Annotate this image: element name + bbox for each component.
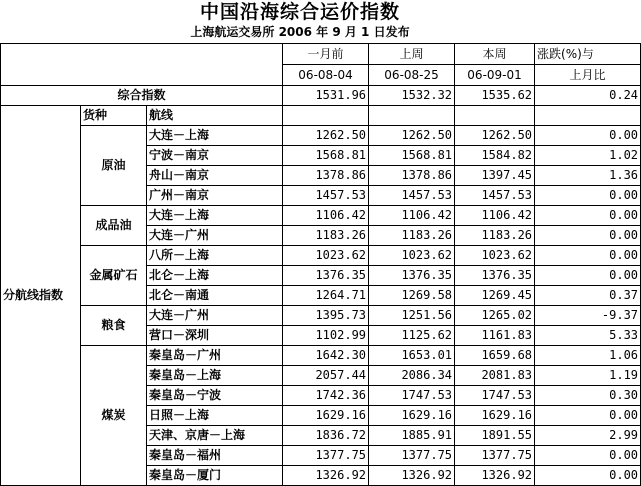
route-name: 秦皇岛－福州 — [147, 446, 283, 466]
index-value: 1568.81 — [369, 146, 455, 166]
change-percent: 0.00 — [535, 226, 641, 246]
index-value: 1836.72 — [283, 426, 369, 446]
index-value: 1642.30 — [283, 346, 369, 366]
index-value: 1251.56 — [369, 306, 455, 326]
change-percent: 0.30 — [535, 386, 641, 406]
index-value: 1397.45 — [455, 166, 535, 186]
subheader-row — [1, 106, 641, 126]
page-subtitle: 上海航运交易所 2006 年 9 月 1 日发布 — [190, 25, 410, 39]
index-value: 1183.26 — [283, 226, 369, 246]
index-value: 1629.16 — [283, 406, 369, 426]
route-name: 大连－上海 — [147, 126, 283, 146]
index-value: 1742.36 — [283, 386, 369, 406]
change-percent: 0.00 — [535, 266, 641, 286]
table-body — [1, 44, 641, 486]
route-name: 营口－深圳 — [147, 326, 283, 346]
freight-index-table — [0, 43, 641, 486]
index-value: 1395.73 — [283, 306, 369, 326]
route-name: 秦皇岛－厦门 — [147, 466, 283, 486]
index-value: 1376.35 — [283, 266, 369, 286]
route-name: 大连－上海 — [147, 206, 283, 226]
index-value: 1326.92 — [369, 466, 455, 486]
index-value: 1457.53 — [455, 186, 535, 206]
index-value: 1584.82 — [455, 146, 535, 166]
index-value: 1377.75 — [369, 446, 455, 466]
index-value: 1377.75 — [455, 446, 535, 466]
composite-label: 综合指数 — [1, 86, 283, 106]
index-value: 1262.50 — [369, 126, 455, 146]
change-percent: 0.00 — [535, 446, 641, 466]
change-percent: 0.00 — [535, 206, 641, 226]
change-percent: 2.99 — [535, 426, 641, 446]
header-row-1 — [1, 44, 641, 65]
change-percent: 0.00 — [535, 186, 641, 206]
change-percent: 5.33 — [535, 326, 641, 346]
route-name: 舟山－南京 — [147, 166, 283, 186]
header-change: 涨跌(%)与 — [535, 44, 641, 65]
index-value: 1023.62 — [455, 246, 535, 266]
change-percent: 0.00 — [535, 126, 641, 146]
route-name: 北仑－上海 — [147, 266, 283, 286]
change-percent: -9.37 — [535, 306, 641, 326]
index-value: 1885.91 — [369, 426, 455, 446]
change-percent: 0.00 — [535, 406, 641, 426]
index-value: 1023.62 — [369, 246, 455, 266]
index-value: 1262.50 — [455, 126, 535, 146]
header-month-ago-date: 06-08-04 — [283, 65, 369, 86]
empty-cell — [535, 106, 641, 126]
index-value: 1629.16 — [455, 406, 535, 426]
index-value: 1265.02 — [455, 306, 535, 326]
index-value: 1457.53 — [283, 186, 369, 206]
composite-value: 1532.32 — [369, 86, 455, 106]
index-value: 1378.86 — [369, 166, 455, 186]
route-name: 秦皇岛－广州 — [147, 346, 283, 366]
header-this-week: 本周 — [455, 44, 535, 65]
cargo-type-label: 粮食 — [81, 306, 147, 346]
index-value: 1023.62 — [283, 246, 369, 266]
header-change-basis: 上月比 — [535, 65, 641, 86]
index-value: 1269.58 — [369, 286, 455, 306]
change-percent: 1.06 — [535, 346, 641, 366]
table-row — [1, 306, 641, 326]
header-last-week-date: 06-08-25 — [369, 65, 455, 86]
index-value: 1653.01 — [369, 346, 455, 366]
index-value: 1125.62 — [369, 326, 455, 346]
cargo-type-label: 煤炭 — [81, 346, 147, 486]
index-value: 1659.68 — [455, 346, 535, 366]
header-month-ago: 一月前 — [283, 44, 369, 65]
route-name: 大连－广州 — [147, 306, 283, 326]
index-value: 1891.55 — [455, 426, 535, 446]
header-blank-cell — [1, 44, 283, 86]
index-value: 1747.53 — [369, 386, 455, 406]
index-value: 1106.42 — [455, 206, 535, 226]
empty-cell — [369, 106, 455, 126]
index-value: 1377.75 — [283, 446, 369, 466]
index-value: 1183.26 — [369, 226, 455, 246]
route-name: 广州－南京 — [147, 186, 283, 206]
index-value: 1376.35 — [369, 266, 455, 286]
index-value: 1262.50 — [283, 126, 369, 146]
index-value: 1269.45 — [455, 286, 535, 306]
index-value: 1378.86 — [283, 166, 369, 186]
cargo-column-header: 货种 — [81, 106, 147, 126]
change-percent: 0.00 — [535, 466, 641, 486]
index-value: 1568.81 — [283, 146, 369, 166]
index-value: 1161.83 — [455, 326, 535, 346]
index-value: 1106.42 — [283, 206, 369, 226]
composite-change: 0.24 — [535, 86, 641, 106]
cargo-type-label: 成品油 — [81, 206, 147, 246]
route-name: 秦皇岛－宁波 — [147, 386, 283, 406]
change-percent: 1.19 — [535, 366, 641, 386]
index-value: 1106.42 — [369, 206, 455, 226]
index-value: 2081.83 — [455, 366, 535, 386]
change-percent: 1.02 — [535, 146, 641, 166]
route-name: 宁波－南京 — [147, 146, 283, 166]
index-value: 1376.35 — [455, 266, 535, 286]
composite-row — [1, 86, 641, 106]
route-name: 日照－上海 — [147, 406, 283, 426]
index-value: 1457.53 — [369, 186, 455, 206]
change-percent: 1.36 — [535, 166, 641, 186]
index-value: 1747.53 — [455, 386, 535, 406]
table-row — [1, 346, 641, 366]
composite-value: 1531.96 — [283, 86, 369, 106]
route-name: 秦皇岛－上海 — [147, 366, 283, 386]
index-value: 1102.99 — [283, 326, 369, 346]
index-value: 1629.16 — [369, 406, 455, 426]
composite-value: 1535.62 — [455, 86, 535, 106]
empty-cell — [455, 106, 535, 126]
change-percent: 0.00 — [535, 246, 641, 266]
table-row — [1, 206, 641, 226]
route-name: 八所－上海 — [147, 246, 283, 266]
header-this-week-date: 06-09-01 — [455, 65, 535, 86]
page-title: 中国沿海综合运价指数 — [199, 1, 400, 23]
route-group-label: 分航线指数 — [1, 106, 81, 486]
route-name: 天津、京唐－上海 — [147, 426, 283, 446]
header-last-week: 上周 — [369, 44, 455, 65]
table-row — [1, 126, 641, 146]
table-row — [1, 246, 641, 266]
index-value: 2086.34 — [369, 366, 455, 386]
route-name: 大连－广州 — [147, 226, 283, 246]
empty-cell — [283, 106, 369, 126]
index-value: 1326.92 — [283, 466, 369, 486]
index-value: 1326.92 — [455, 466, 535, 486]
index-value: 1183.26 — [455, 226, 535, 246]
index-value: 2057.44 — [283, 366, 369, 386]
change-percent: 0.37 — [535, 286, 641, 306]
route-name: 北仑－南通 — [147, 286, 283, 306]
cargo-type-label: 原油 — [81, 126, 147, 206]
route-column-header: 航线 — [147, 106, 283, 126]
index-value: 1264.71 — [283, 286, 369, 306]
cargo-type-label: 金属矿石 — [81, 246, 147, 306]
